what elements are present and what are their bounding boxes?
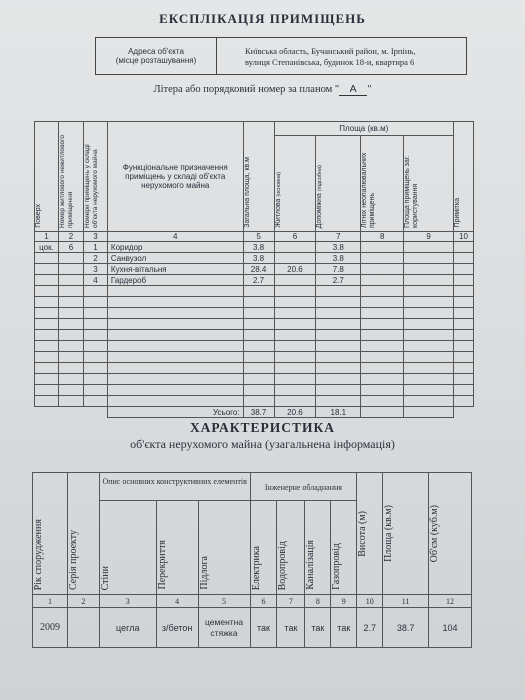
- cell-floors: [198, 608, 250, 648]
- col-num: 2: [58, 232, 83, 242]
- cell-num: 4: [83, 275, 107, 286]
- cell-sewer: так: [305, 608, 331, 648]
- col-num: 8: [305, 595, 331, 608]
- th-water: Водопровід: [277, 501, 305, 595]
- empty-row: [35, 297, 474, 308]
- cell-floors-line1: цементна: [205, 616, 244, 627]
- cell-floor: [35, 275, 59, 286]
- cell-height: 2.7: [357, 608, 383, 648]
- th-area-group: Площа (кв.м): [274, 122, 453, 136]
- explication-table: [34, 121, 474, 418]
- empty-row: [35, 396, 474, 407]
- col-num: 4: [156, 595, 198, 608]
- th-gas: Газопровід: [331, 501, 357, 595]
- col-num: 4: [107, 232, 243, 242]
- cell-apt: [58, 264, 83, 275]
- cell-electric: так: [250, 608, 277, 648]
- empty-row: [35, 385, 474, 396]
- th-total-area: Загальна площа, кв.м: [243, 122, 274, 232]
- th-electric: Електрика: [250, 501, 277, 595]
- col-num: 8: [361, 232, 404, 242]
- col-num: 1: [35, 232, 59, 242]
- empty-row: [35, 363, 474, 374]
- cell-floor: цок.: [35, 242, 59, 253]
- cell-aux: 7.8: [316, 264, 361, 275]
- address-value: [217, 38, 466, 74]
- empty-row: [35, 286, 474, 297]
- cell-living: [274, 253, 316, 264]
- totals-living: 20.6: [274, 407, 316, 418]
- cell-floor: [35, 253, 59, 264]
- col-num: 3: [83, 232, 107, 242]
- col-num: 5: [243, 232, 274, 242]
- cell-total: 3.8: [243, 253, 274, 264]
- table-row: [35, 253, 474, 264]
- th-room-numbers: Номери приміщень у складі об'єкта нерухомого майна: [83, 122, 107, 232]
- th-note: Примітка: [453, 122, 473, 232]
- empty-row: [35, 330, 474, 341]
- empty-row: [35, 374, 474, 385]
- cell-walls: цегла: [99, 608, 156, 648]
- cell-total: 2.7: [243, 275, 274, 286]
- cell-water: так: [277, 608, 305, 648]
- th-sewer: Каналізація: [305, 501, 331, 595]
- cell-gas: так: [331, 608, 357, 648]
- cell-aux: 2.7: [316, 275, 361, 286]
- th-apt-number: Номер житлового нежитлового приміщення: [58, 122, 83, 232]
- cell-area: 38.7: [383, 608, 429, 648]
- col-num: 12: [429, 595, 472, 608]
- th-summer: Літніх неопалювальних приміщень: [361, 136, 404, 232]
- cell-apt: 6: [58, 242, 83, 253]
- th-purpose: Функціональне призначення приміщень у складі об'єкта нерухомого майна: [107, 122, 243, 232]
- cell-floor: [35, 264, 59, 275]
- col-num: 7: [316, 232, 361, 242]
- cell-living: [274, 275, 316, 286]
- col-num: 5: [198, 595, 250, 608]
- th-area: Площа (кв.м): [383, 473, 429, 595]
- address-box: [95, 37, 467, 75]
- col-num: 1: [33, 595, 68, 608]
- empty-row: [35, 319, 474, 330]
- empty-row: [35, 352, 474, 363]
- cell-volume: 104: [429, 608, 472, 648]
- column-numbers-row: [35, 232, 474, 242]
- totals-aux: 18.1: [316, 407, 361, 418]
- th-engineering-group: Інженерне обладнання: [250, 473, 357, 501]
- cell-num: 3: [83, 264, 107, 275]
- th-ceilings: Перекриття: [156, 501, 198, 595]
- table-row: [35, 275, 474, 286]
- col-num: 11: [383, 595, 429, 608]
- address-line1: Київська область, Бучанський район, м. Ірпінь,: [245, 46, 416, 56]
- explication-title: ЕКСПЛІКАЦІЯ ПРИМІЩЕНЬ: [159, 11, 366, 26]
- th-constructive-group: Опис основних конструктивних елементів: [99, 473, 250, 501]
- cell-living: [274, 242, 316, 253]
- empty-row: [35, 341, 474, 352]
- th-floor: Поверх: [35, 122, 59, 232]
- cell-name: Кухня-вітальня: [107, 264, 243, 275]
- characteristics-table: [32, 472, 472, 648]
- empty-row: [35, 308, 474, 319]
- column-numbers-row: [33, 595, 472, 608]
- cell-living: 20.6: [274, 264, 316, 275]
- cell-year: 2009: [33, 608, 68, 648]
- address-line2: вулиця Степанівська, будинок 18-и, квартира 6: [245, 57, 415, 67]
- col-num: 10: [453, 232, 473, 242]
- th-auxiliary: Допоміжна (підсобна): [316, 136, 361, 232]
- col-num: 3: [99, 595, 156, 608]
- cell-aux: 3.8: [316, 253, 361, 264]
- col-num: 2: [67, 595, 99, 608]
- address-label: [96, 38, 217, 74]
- th-year: Рік спорудження: [33, 473, 68, 595]
- characteristics-row: [33, 608, 472, 648]
- th-series: Серія проекту: [67, 473, 99, 595]
- litera-line: Літера або порядковий номер за планом " А ": [153, 83, 372, 95]
- cell-num: 1: [83, 242, 107, 253]
- th-common: Площа приміщень заг. користування: [404, 136, 454, 232]
- table-row: [35, 264, 474, 275]
- litera-label: Літера або порядковий номер за планом: [153, 84, 333, 95]
- cell-total: 3.8: [243, 242, 274, 253]
- th-floors: Підлога: [198, 501, 250, 595]
- col-num: 10: [357, 595, 383, 608]
- th-living: Житлова (основна): [274, 136, 316, 232]
- col-num: 9: [331, 595, 357, 608]
- cell-aux: 3.8: [316, 242, 361, 253]
- col-num: 6: [274, 232, 316, 242]
- cell-name: Коридор: [107, 242, 243, 253]
- cell-series: [67, 608, 99, 648]
- cell-name: Санвузол: [107, 253, 243, 264]
- totals-row: [35, 407, 474, 418]
- totals-label: Усього:: [107, 407, 243, 418]
- characteristics-subtitle: об'єкта нерухомого майна (узагальнена інформація): [130, 437, 395, 451]
- table-row: [35, 242, 474, 253]
- address-label-line1: Адреса об'єкта: [128, 47, 184, 56]
- address-label-line2: (місце розташування): [115, 56, 197, 65]
- cell-floors-line2: стяжка: [210, 627, 238, 638]
- col-num: 7: [277, 595, 305, 608]
- characteristics-title: ХАРАКТЕРИСТИКА: [189, 420, 336, 435]
- cell-apt: [58, 253, 83, 264]
- th-height: Висота (м): [357, 473, 383, 595]
- col-num: 9: [404, 232, 454, 242]
- cell-ceilings: з/бетон: [156, 608, 198, 648]
- cell-num: 2: [83, 253, 107, 264]
- th-walls: Стіни: [99, 501, 156, 595]
- th-volume: Об'єм (куб.м): [429, 473, 472, 595]
- cell-name: Гардероб: [107, 275, 243, 286]
- totals-total: 38.7: [243, 407, 274, 418]
- col-num: 6: [250, 595, 277, 608]
- cell-total: 28.4: [243, 264, 274, 275]
- litera-value: А: [339, 83, 367, 96]
- cell-apt: [58, 275, 83, 286]
